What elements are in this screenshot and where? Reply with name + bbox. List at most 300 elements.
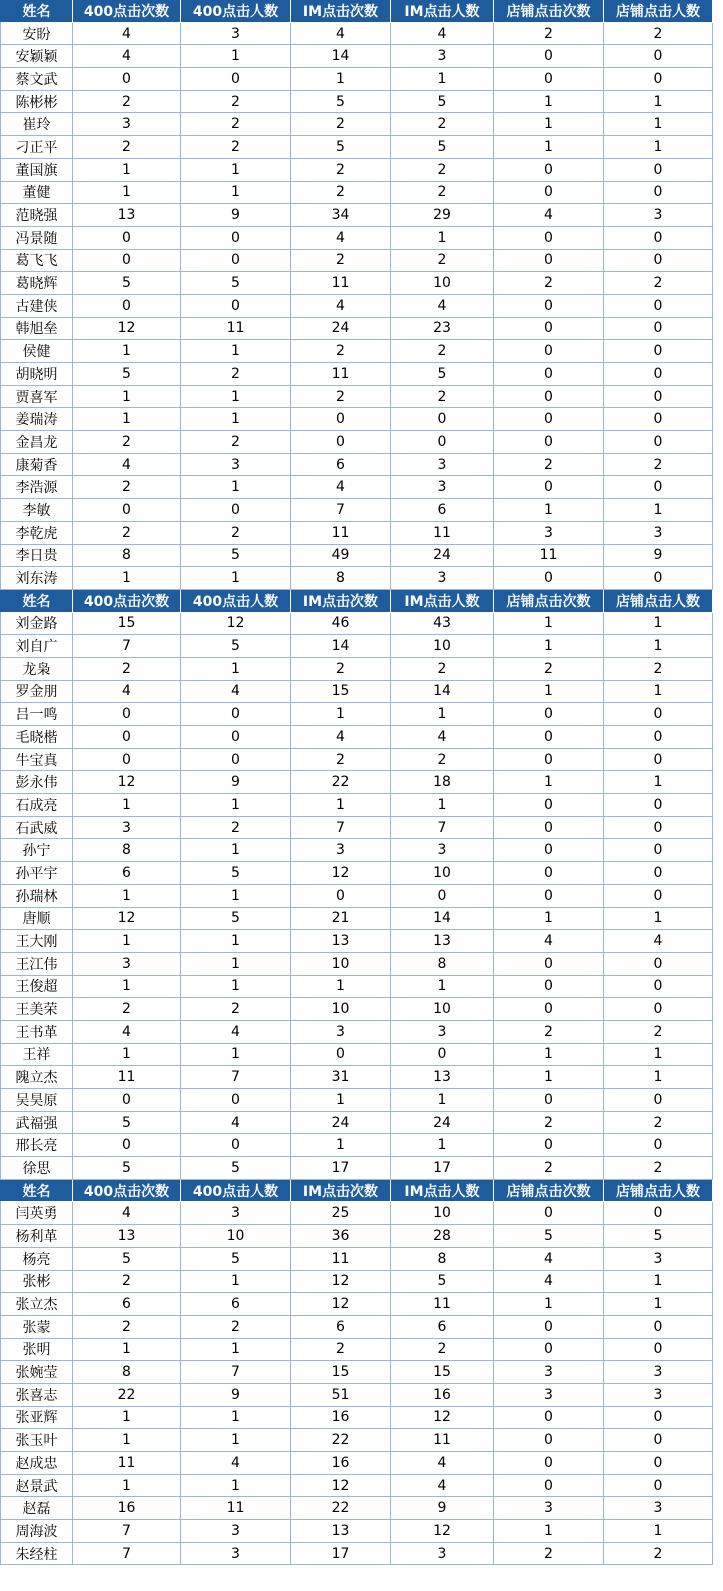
clicks-400-cell: 5 (73, 363, 181, 386)
shop-clicks-cell: 0 (494, 817, 604, 840)
header-im-clicks: IM点击次数 (291, 0, 391, 23)
name-cell: 张喜志 (0, 1384, 73, 1407)
shop-visitors-cell: 0 (604, 998, 713, 1021)
name-cell: 闫英勇 (0, 1202, 73, 1225)
table-row (0, 681, 713, 704)
visitors-400-cell: 4 (181, 681, 291, 704)
name-cell: 王祥 (0, 1044, 73, 1067)
clicks-400-cell: 1 (73, 1429, 181, 1452)
shop-visitors-cell: 0 (604, 250, 713, 273)
clicks-400-cell: 4 (73, 1021, 181, 1044)
visitors-400-cell: 2 (181, 817, 291, 840)
im-clicks-cell: 2 (291, 159, 391, 182)
header-shop-visitors: 店铺点击人数 (604, 590, 713, 613)
header-400-visitors: 400点击人数 (181, 0, 291, 23)
visitors-400-cell: 0 (181, 1089, 291, 1112)
clicks-400-cell: 2 (73, 91, 181, 114)
header-name: 姓名 (0, 0, 73, 23)
name-cell: 杨亮 (0, 1248, 73, 1271)
im-clicks-cell: 1 (291, 703, 391, 726)
im-visitors-cell: 18 (391, 771, 494, 794)
shop-visitors-cell: 3 (604, 1384, 713, 1407)
im-clicks-cell: 2 (291, 658, 391, 681)
visitors-400-cell: 0 (181, 227, 291, 250)
name-cell: 姜瑞涛 (0, 408, 73, 431)
shop-clicks-cell: 1 (494, 1293, 604, 1316)
im-visitors-cell: 3 (391, 839, 494, 862)
name-cell: 范晓强 (0, 204, 73, 227)
clicks-400-cell: 6 (73, 1293, 181, 1316)
header-im-clicks: IM点击次数 (291, 590, 391, 613)
shop-visitors-cell: 0 (604, 227, 713, 250)
shop-visitors-cell: 2 (604, 1543, 713, 1566)
table-row (0, 1134, 713, 1157)
im-visitors-cell: 0 (391, 885, 494, 908)
table-row (0, 1339, 713, 1362)
shop-clicks-cell: 2 (494, 1021, 604, 1044)
visitors-400-cell: 10 (181, 1225, 291, 1248)
visitors-400-cell: 5 (181, 545, 291, 568)
clicks-400-cell: 2 (73, 1316, 181, 1339)
shop-visitors-cell: 1 (604, 499, 713, 522)
table-row (0, 1520, 713, 1543)
im-visitors-cell: 2 (391, 250, 494, 273)
visitors-400-cell: 1 (181, 408, 291, 431)
shop-visitors-cell: 0 (604, 885, 713, 908)
name-cell: 孙平宇 (0, 862, 73, 885)
im-visitors-cell: 3 (391, 476, 494, 499)
im-clicks-cell: 34 (291, 204, 391, 227)
clicks-400-cell: 12 (73, 908, 181, 931)
table-row (0, 23, 713, 46)
visitors-400-cell: 6 (181, 1293, 291, 1316)
name-cell: 韩旭垒 (0, 318, 73, 341)
shop-clicks-cell: 0 (494, 476, 604, 499)
shop-visitors-cell: 1 (604, 1066, 713, 1089)
name-cell: 武福强 (0, 1112, 73, 1135)
im-clicks-cell: 5 (291, 91, 391, 114)
name-cell: 张彬 (0, 1271, 73, 1294)
table-row (0, 182, 713, 205)
name-cell: 王美荣 (0, 998, 73, 1021)
name-cell: 古建侠 (0, 295, 73, 318)
shop-clicks-cell: 0 (494, 386, 604, 409)
shop-visitors-cell: 1 (604, 613, 713, 636)
shop-clicks-cell: 0 (494, 431, 604, 454)
shop-visitors-cell: 1 (604, 91, 713, 114)
clicks-400-cell: 13 (73, 1225, 181, 1248)
im-visitors-cell: 17 (391, 1157, 494, 1180)
table-row (0, 1497, 713, 1520)
im-clicks-cell: 8 (291, 567, 391, 590)
im-clicks-cell: 1 (291, 794, 391, 817)
shop-visitors-cell: 3 (604, 1497, 713, 1520)
im-clicks-cell: 13 (291, 1520, 391, 1543)
im-visitors-cell: 1 (391, 227, 494, 250)
im-clicks-cell: 31 (291, 1066, 391, 1089)
clicks-400-cell: 7 (73, 1543, 181, 1566)
shop-clicks-cell: 1 (494, 681, 604, 704)
visitors-400-cell: 0 (181, 1134, 291, 1157)
name-cell: 王俊超 (0, 976, 73, 999)
im-visitors-cell: 4 (391, 23, 494, 46)
shop-visitors-cell: 2 (604, 272, 713, 295)
clicks-400-cell: 1 (73, 976, 181, 999)
im-visitors-cell: 0 (391, 431, 494, 454)
im-visitors-cell: 2 (391, 1339, 494, 1362)
im-visitors-cell: 1 (391, 976, 494, 999)
shop-visitors-cell: 0 (604, 1316, 713, 1339)
shop-visitors-cell: 1 (604, 1044, 713, 1067)
name-cell: 唐顺 (0, 908, 73, 931)
shop-clicks-cell: 1 (494, 91, 604, 114)
shop-visitors-cell: 0 (604, 1407, 713, 1430)
shop-clicks-cell: 2 (494, 1112, 604, 1135)
im-visitors-cell: 10 (391, 272, 494, 295)
im-visitors-cell: 5 (391, 91, 494, 114)
im-visitors-cell: 1 (391, 1089, 494, 1112)
shop-clicks-cell: 2 (494, 272, 604, 295)
im-visitors-cell: 13 (391, 1066, 494, 1089)
im-clicks-cell: 2 (291, 113, 391, 136)
clicks-400-cell: 0 (73, 1089, 181, 1112)
shop-visitors-cell: 0 (604, 68, 713, 91)
shop-clicks-cell: 0 (494, 159, 604, 182)
shop-clicks-cell: 0 (494, 567, 604, 590)
im-clicks-cell: 4 (291, 23, 391, 46)
name-cell: 李日贵 (0, 545, 73, 568)
im-clicks-cell: 5 (291, 136, 391, 159)
shop-visitors-cell: 0 (604, 408, 713, 431)
clicks-400-cell: 11 (73, 1452, 181, 1475)
table-row (0, 862, 713, 885)
shop-clicks-cell: 1 (494, 613, 604, 636)
shop-clicks-cell: 0 (494, 749, 604, 772)
shop-clicks-cell: 5 (494, 1225, 604, 1248)
im-visitors-cell: 2 (391, 386, 494, 409)
clicks-400-cell: 0 (73, 295, 181, 318)
shop-visitors-cell: 1 (604, 113, 713, 136)
visitors-400-cell: 1 (181, 1271, 291, 1294)
im-clicks-cell: 51 (291, 1384, 391, 1407)
shop-visitors-cell: 3 (604, 1248, 713, 1271)
clicks-400-cell: 2 (73, 658, 181, 681)
im-clicks-cell: 11 (291, 522, 391, 545)
table-row (0, 1066, 713, 1089)
name-cell: 王书革 (0, 1021, 73, 1044)
shop-clicks-cell: 4 (494, 1248, 604, 1271)
shop-clicks-cell: 0 (494, 1089, 604, 1112)
shop-clicks-cell: 1 (494, 499, 604, 522)
table-row (0, 1021, 713, 1044)
name-cell: 李乾虎 (0, 522, 73, 545)
visitors-400-cell: 2 (181, 91, 291, 114)
name-cell: 安盼 (0, 23, 73, 46)
table-row (0, 386, 713, 409)
shop-visitors-cell: 4 (604, 930, 713, 953)
visitors-400-cell: 3 (181, 454, 291, 477)
im-visitors-cell: 1 (391, 68, 494, 91)
name-cell: 蔡文武 (0, 68, 73, 91)
header-name: 姓名 (0, 590, 73, 613)
table-row (0, 703, 713, 726)
visitors-400-cell: 1 (181, 567, 291, 590)
clicks-400-cell: 3 (73, 113, 181, 136)
name-cell: 石成亮 (0, 794, 73, 817)
shop-visitors-cell: 0 (604, 431, 713, 454)
header-row (0, 590, 713, 613)
clicks-400-cell: 7 (73, 1520, 181, 1543)
table-row (0, 885, 713, 908)
im-visitors-cell: 2 (391, 340, 494, 363)
table-row (0, 91, 713, 114)
shop-clicks-cell: 0 (494, 1475, 604, 1498)
visitors-400-cell: 5 (181, 908, 291, 931)
im-visitors-cell: 16 (391, 1384, 494, 1407)
im-clicks-cell: 22 (291, 1429, 391, 1452)
table-row (0, 45, 713, 68)
im-visitors-cell: 1 (391, 1134, 494, 1157)
name-cell: 罗金朋 (0, 681, 73, 704)
shop-clicks-cell: 0 (494, 953, 604, 976)
clicks-400-cell: 2 (73, 998, 181, 1021)
name-cell: 石武威 (0, 817, 73, 840)
table-row (0, 295, 713, 318)
im-visitors-cell: 3 (391, 1021, 494, 1044)
visitors-400-cell: 9 (181, 204, 291, 227)
visitors-400-cell: 5 (181, 862, 291, 885)
im-clicks-cell: 16 (291, 1452, 391, 1475)
shop-visitors-cell: 0 (604, 159, 713, 182)
clicks-400-cell: 1 (73, 159, 181, 182)
name-cell: 孙宁 (0, 839, 73, 862)
shop-clicks-cell: 0 (494, 295, 604, 318)
visitors-400-cell: 2 (181, 998, 291, 1021)
shop-clicks-cell: 4 (494, 1271, 604, 1294)
clicks-400-cell: 1 (73, 1407, 181, 1430)
visitors-400-cell: 1 (181, 976, 291, 999)
name-cell: 张玉叶 (0, 1429, 73, 1452)
im-visitors-cell: 6 (391, 1316, 494, 1339)
header-im-clicks: IM点击次数 (291, 1180, 391, 1203)
shop-visitors-cell: 2 (604, 658, 713, 681)
clicks-400-cell: 1 (73, 182, 181, 205)
clicks-400-cell: 5 (73, 1157, 181, 1180)
im-visitors-cell: 4 (391, 295, 494, 318)
name-cell: 贾喜军 (0, 386, 73, 409)
shop-clicks-cell: 0 (494, 45, 604, 68)
table-row (0, 1543, 713, 1566)
visitors-400-cell: 2 (181, 431, 291, 454)
shop-visitors-cell: 0 (604, 295, 713, 318)
name-cell: 张明 (0, 1339, 73, 1362)
clicks-400-cell: 1 (73, 1044, 181, 1067)
shop-visitors-cell: 0 (604, 318, 713, 341)
table-row (0, 454, 713, 477)
header-row (0, 1180, 713, 1203)
clicks-400-cell: 7 (73, 635, 181, 658)
name-cell: 王大刚 (0, 930, 73, 953)
im-clicks-cell: 11 (291, 272, 391, 295)
shop-visitors-cell: 3 (604, 1361, 713, 1384)
clicks-400-cell: 0 (73, 749, 181, 772)
shop-visitors-cell: 0 (604, 182, 713, 205)
visitors-400-cell: 2 (181, 136, 291, 159)
visitors-400-cell: 5 (181, 272, 291, 295)
clicks-400-cell: 0 (73, 250, 181, 273)
clicks-400-cell: 0 (73, 726, 181, 749)
shop-visitors-cell: 1 (604, 1293, 713, 1316)
shop-visitors-cell: 0 (604, 1339, 713, 1362)
table-row (0, 68, 713, 91)
visitors-400-cell: 1 (181, 476, 291, 499)
shop-clicks-cell: 0 (494, 68, 604, 91)
shop-clicks-cell: 0 (494, 703, 604, 726)
clicks-400-cell: 1 (73, 386, 181, 409)
table-row (0, 1452, 713, 1475)
shop-clicks-cell: 1 (494, 908, 604, 931)
header-shop-clicks: 店铺点击次数 (494, 1180, 604, 1203)
name-cell: 张蒙 (0, 1316, 73, 1339)
im-visitors-cell: 10 (391, 1202, 494, 1225)
shop-visitors-cell: 0 (604, 567, 713, 590)
im-clicks-cell: 10 (291, 953, 391, 976)
clicks-400-cell: 2 (73, 476, 181, 499)
shop-clicks-cell: 0 (494, 885, 604, 908)
shop-visitors-cell: 0 (604, 749, 713, 772)
im-clicks-cell: 15 (291, 681, 391, 704)
name-cell: 周海波 (0, 1520, 73, 1543)
im-visitors-cell: 9 (391, 1497, 494, 1520)
im-visitors-cell: 10 (391, 635, 494, 658)
im-visitors-cell: 29 (391, 204, 494, 227)
shop-clicks-cell: 0 (494, 1339, 604, 1362)
im-visitors-cell: 2 (391, 182, 494, 205)
im-clicks-cell: 4 (291, 227, 391, 250)
name-cell: 杨利革 (0, 1225, 73, 1248)
im-clicks-cell: 22 (291, 1497, 391, 1520)
im-clicks-cell: 7 (291, 499, 391, 522)
im-clicks-cell: 22 (291, 771, 391, 794)
clicks-400-cell: 8 (73, 1361, 181, 1384)
shop-visitors-cell: 0 (604, 1202, 713, 1225)
table-row (0, 976, 713, 999)
table-row (0, 250, 713, 273)
visitors-400-cell: 3 (181, 23, 291, 46)
shop-clicks-cell: 0 (494, 1316, 604, 1339)
name-cell: 吕一鸣 (0, 703, 73, 726)
shop-clicks-cell: 1 (494, 1520, 604, 1543)
im-visitors-cell: 5 (391, 136, 494, 159)
shop-clicks-cell: 0 (494, 998, 604, 1021)
im-clicks-cell: 0 (291, 408, 391, 431)
clicks-400-cell: 0 (73, 703, 181, 726)
clicks-400-cell: 1 (73, 794, 181, 817)
shop-visitors-cell: 1 (604, 771, 713, 794)
table-row (0, 908, 713, 931)
table-row (0, 839, 713, 862)
shop-clicks-cell: 4 (494, 204, 604, 227)
shop-clicks-cell: 3 (494, 1361, 604, 1384)
table-row (0, 749, 713, 772)
im-visitors-cell: 11 (391, 1293, 494, 1316)
table-row (0, 771, 713, 794)
clicks-400-cell: 15 (73, 613, 181, 636)
shop-clicks-cell: 2 (494, 23, 604, 46)
im-visitors-cell: 11 (391, 1429, 494, 1452)
header-name: 姓名 (0, 1180, 73, 1203)
im-clicks-cell: 24 (291, 318, 391, 341)
clicks-400-cell: 11 (73, 1066, 181, 1089)
im-clicks-cell: 2 (291, 182, 391, 205)
shop-clicks-cell: 0 (494, 250, 604, 273)
name-cell: 赵成忠 (0, 1452, 73, 1475)
clicks-400-cell: 8 (73, 839, 181, 862)
im-clicks-cell: 17 (291, 1543, 391, 1566)
shop-clicks-cell: 3 (494, 522, 604, 545)
name-cell: 刁正平 (0, 136, 73, 159)
clicks-400-cell: 2 (73, 1271, 181, 1294)
shop-visitors-cell: 2 (604, 1157, 713, 1180)
visitors-400-cell: 1 (181, 658, 291, 681)
name-cell: 董国旗 (0, 159, 73, 182)
clicks-400-cell: 1 (73, 885, 181, 908)
im-clicks-cell: 12 (291, 862, 391, 885)
name-cell: 邢长亮 (0, 1134, 73, 1157)
visitors-400-cell: 0 (181, 68, 291, 91)
shop-clicks-cell: 3 (494, 1497, 604, 1520)
table-row (0, 567, 713, 590)
shop-visitors-cell: 1 (604, 1520, 713, 1543)
table-row (0, 930, 713, 953)
name-cell: 葛晓辉 (0, 272, 73, 295)
name-cell: 赵景武 (0, 1475, 73, 1498)
clicks-400-cell: 1 (73, 340, 181, 363)
name-cell: 刘自广 (0, 635, 73, 658)
im-clicks-cell: 7 (291, 817, 391, 840)
name-cell: 吴昊原 (0, 1089, 73, 1112)
im-visitors-cell: 3 (391, 567, 494, 590)
visitors-400-cell: 9 (181, 1384, 291, 1407)
clicks-400-cell: 3 (73, 817, 181, 840)
shop-clicks-cell: 0 (494, 1429, 604, 1452)
name-cell: 徐思 (0, 1157, 73, 1180)
clicks-400-cell: 16 (73, 1497, 181, 1520)
table-row (0, 1202, 713, 1225)
visitors-400-cell: 0 (181, 703, 291, 726)
im-visitors-cell: 2 (391, 159, 494, 182)
im-clicks-cell: 25 (291, 1202, 391, 1225)
im-clicks-cell: 46 (291, 613, 391, 636)
shop-clicks-cell: 1 (494, 136, 604, 159)
im-clicks-cell: 10 (291, 998, 391, 1021)
name-cell: 康菊香 (0, 454, 73, 477)
header-im-visitors: IM点击人数 (391, 0, 494, 23)
shop-visitors-cell: 0 (604, 1134, 713, 1157)
visitors-400-cell: 2 (181, 1316, 291, 1339)
visitors-400-cell: 0 (181, 726, 291, 749)
shop-clicks-cell: 0 (494, 318, 604, 341)
visitors-400-cell: 5 (181, 635, 291, 658)
name-cell: 龙枭 (0, 658, 73, 681)
im-visitors-cell: 24 (391, 545, 494, 568)
header-400-clicks: 400点击次数 (73, 0, 181, 23)
header-400-visitors: 400点击人数 (181, 590, 291, 613)
im-clicks-cell: 12 (291, 1293, 391, 1316)
visitors-400-cell: 9 (181, 771, 291, 794)
im-visitors-cell: 3 (391, 1543, 494, 1566)
im-visitors-cell: 3 (391, 454, 494, 477)
